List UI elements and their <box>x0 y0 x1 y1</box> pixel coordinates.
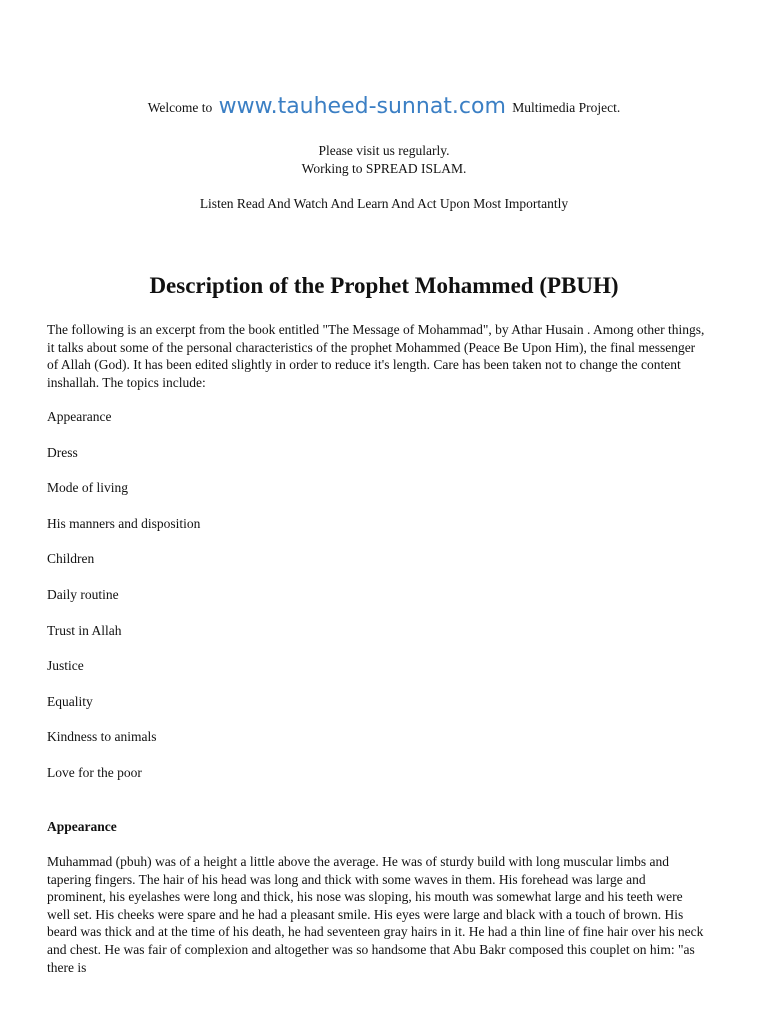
section-paragraph: Muhammad (pbuh) was of a height a little above the average. He was of sturdy build with long muscular limbs and tapering fingers. The hair of his head was long and thick with some waves in them. His forehead was large and prominent, his eyelashes were long and thick, his nose was sloping, his mouth was somewhat large and his teeth were well set. His cheeks were spare and he had a pleasant smile. His eyes were large and black with a touch of brown. His beard was thick and at the time of his death, he had seventeen gray hairs in it. He had a thin line of fine hair over his neck and chest. He was fair of complexion and altogether was so handsome that Abu Bakr composed this couplet on him: "as there is <box>47 854 704 975</box>
topics-list <box>47 408 200 800</box>
intro-paragraph: The following is an excerpt from the book entitled "The Message of Mohammad", by Athar Husain . Among other things, it talks about some of the personal characteristics of the prophet Mohammed (Peace Be Upon Him), the final messenger of Allah (God). It has been edited slightly in order to reduce it's length. Care has been taken not to change the content inshallah. The topics include: <box>47 322 705 390</box>
visit-block <box>0 142 768 178</box>
welcome-prefix: Welcome to <box>147 100 213 115</box>
welcome-line <box>0 94 768 119</box>
topic-item: Trust in Allah <box>47 622 122 638</box>
topic-item: Kindness to animals <box>47 729 157 745</box>
topic-item: Daily routine <box>47 586 119 602</box>
topic-item: Love for the poor <box>47 764 142 780</box>
topic-item: Appearance <box>47 409 112 424</box>
topic-item: Dress <box>47 444 78 460</box>
site-link[interactable]: www.tauheed-sunnat.com <box>218 94 506 119</box>
topic-item: Children <box>47 551 95 567</box>
section-heading: Appearance <box>47 819 117 834</box>
visit-line: Please visit us regularly. <box>318 143 450 158</box>
listen-line: Listen Read And Watch And Learn And Act Upon Most Importantly <box>199 196 569 211</box>
topic-item: Equality <box>47 693 93 709</box>
working-line: Working to SPREAD ISLAM. <box>301 161 467 176</box>
topic-item: Mode of living <box>47 480 128 496</box>
topic-item: Justice <box>47 658 84 674</box>
topic-item: His manners and disposition <box>47 515 201 531</box>
page-title: Description of the Prophet Mohammed (PBUH) <box>149 273 619 298</box>
welcome-suffix: Multimedia Project. <box>512 100 621 115</box>
